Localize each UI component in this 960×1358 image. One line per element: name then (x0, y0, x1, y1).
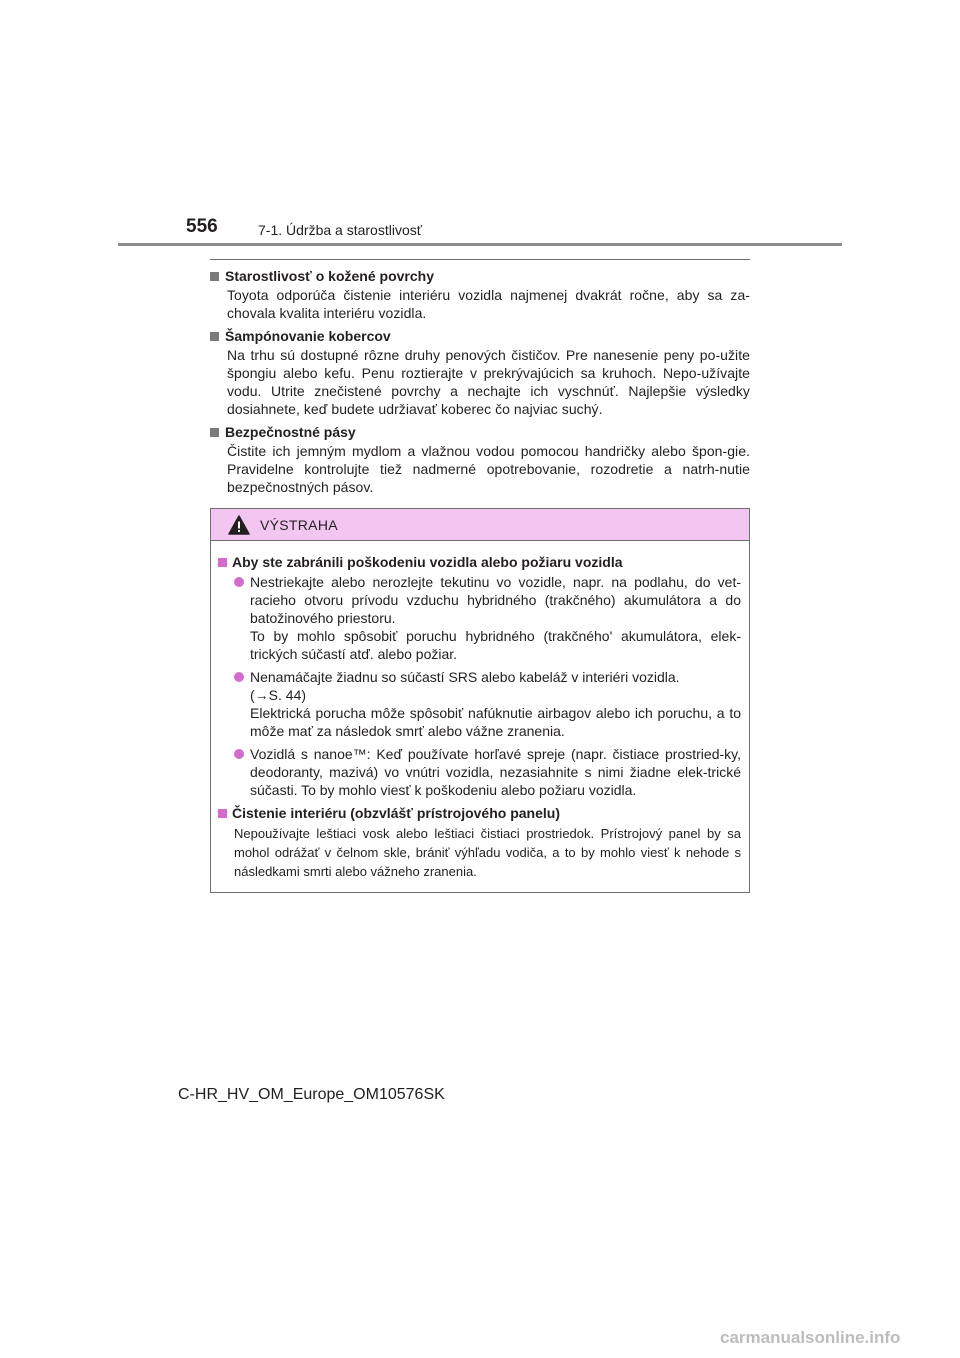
bullet-line: Nenamáčajte žiadnu so súčastí SRS alebo kabeláž v interiéri vozidla. (250, 669, 680, 685)
bullet-text (250, 668, 741, 740)
warning-section-interior-cleaning (218, 804, 741, 881)
square-bullet-icon (210, 332, 219, 341)
section-title (210, 267, 750, 286)
section-body: Toyota odporúča čistenie interiéru vozidla najmenej dvakrát ročne, aby sa za-chovala kvalita interiéru vozidla. (227, 287, 750, 321)
document-code: C-HR_HV_OM_Europe_OM10576SK (178, 1086, 445, 1103)
section-title-text: Starostlivosť o kožené povrchy (225, 268, 434, 284)
section-title (210, 423, 750, 442)
warning-bullet (234, 573, 741, 663)
page-number: 556 (186, 216, 218, 237)
header-rule (118, 243, 842, 246)
section-title (210, 327, 750, 346)
section-carpet-shampoo (210, 327, 750, 418)
warning-bullet (234, 668, 741, 740)
content-top-rule (210, 259, 750, 260)
circle-bullet-icon (234, 749, 244, 759)
watermark: carmanualsonline.info (720, 1328, 901, 1347)
square-bullet-icon (210, 428, 219, 437)
warning-section-body: Nepoužívajte leštiaci vosk alebo leštiaci čistiaci prostriedok. Prístrojový panel by sa mohol odrážať v čelnom skle, brániť výhľadu vodiča, a to by mohlo viesť k nehode s následkami smrti alebo vážneho zranenia. (234, 826, 741, 879)
section-title-text: Bezpečnostné pásy (225, 424, 356, 440)
chapter-title: 7-1. Údržba a starostlivosť (258, 222, 422, 238)
warning-section-title-text: Čistenie interiéru (obzvlášť prístrojového panelu) (232, 805, 560, 821)
section-seat-belts (210, 423, 750, 496)
bullet-line: Vozidlá s nanoe™: Keď používate horľavé spreje (napr. čistiace prostried-ky, deodoranty, mazivá) vo vnútri vozidla, nezasiahnite s nimi žiadne elek-trické súčasti. To by mohlo viesť k poškodeniu alebo požiaru vozidla. (250, 746, 741, 798)
section-body: Čistite ich jemným mydlom a vlažnou vodou pomocou handričky alebo špon-gie. Pravidelne kontrolujte tiež nadmerné opotrebovanie, rozodretie a natrh-nutie bezpečnostných pásov. (227, 443, 750, 495)
warning-section-title (218, 804, 741, 823)
warning-label: VÝSTRAHA (260, 516, 338, 533)
warning-section-title-text: Aby ste zabránili poškodeniu vozidla alebo požiaru vozidla (232, 554, 623, 570)
square-bullet-icon (210, 272, 219, 281)
square-bullet-icon (218, 809, 227, 818)
circle-bullet-icon (234, 577, 244, 587)
section-body: Na trhu sú dostupné rôzne druhy penových čističov. Pre nanesenie peny po-užite špongiu alebo kefu. Penu roztierajte v prekrývajúcich sa kruhoch. Nepo-užívajte vodu. Utrite znečistené povrchy a nechajte ich vyschnúť. Najlepšie výsledky dosiahnete, keď budete udržiavať koberec čo najviac suchý. (227, 347, 750, 417)
circle-bullet-icon (234, 672, 244, 682)
section-leather-care (210, 267, 750, 322)
bullet-text (250, 745, 741, 799)
bullet-text (250, 573, 741, 663)
main-content (210, 267, 750, 501)
warning-box (210, 508, 750, 893)
warning-triangle-icon (228, 515, 250, 535)
section-title-text: Šampónovanie kobercov (225, 328, 391, 344)
bullet-line: To by mohlo spôsobiť poruchu hybridného (trakčného' akumulátora, elek-trických súčastí atď. alebo požiar. (250, 628, 741, 662)
warning-header (211, 509, 749, 541)
warning-bullet (234, 745, 741, 799)
bullet-line: Elektrická porucha môže spôsobiť nafúknutie airbagov alebo ich poruchu, a to môže mať za následok smrť alebo vážne zranenia. (250, 705, 741, 739)
warning-body (211, 541, 749, 881)
warning-section-damage (218, 553, 741, 799)
warning-section-title (218, 553, 741, 572)
square-bullet-icon (218, 558, 227, 567)
page-reference: (→S. 44) (250, 687, 307, 703)
bullet-line: Nestriekajte alebo nerozlejte tekutinu vo vozidle, napr. na podlahu, do vet-racieho otvoru prívodu vzduchu hybridného (trakčného) akumulátora a do batožinového priestoru. (250, 574, 741, 626)
